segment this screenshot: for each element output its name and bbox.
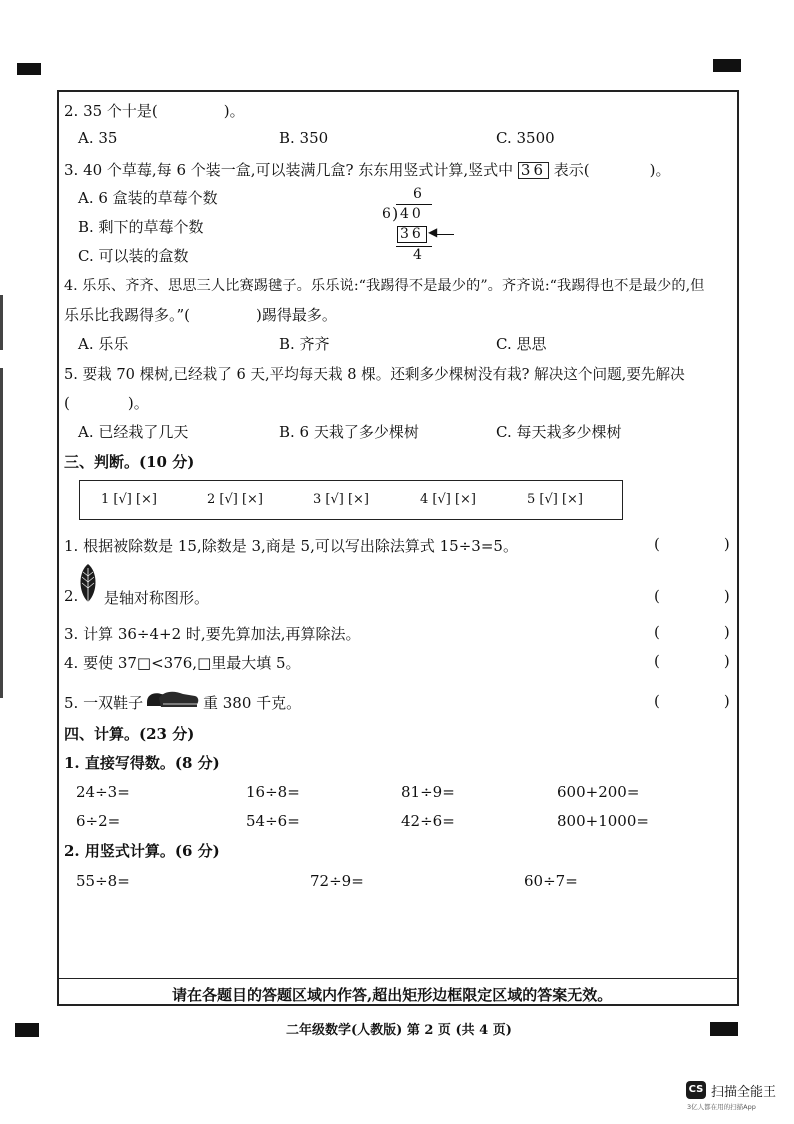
shoes-icon bbox=[143, 684, 201, 710]
judge-item-1: 1. 根据被除数是 15,除数是 3,商是 5,可以写出除法算式 15÷3=5。 bbox=[64, 537, 518, 555]
vertical-calc-1: 55÷8= bbox=[76, 872, 130, 890]
judge-item-2: 2. bbox=[64, 587, 79, 605]
judge-paren-5[interactable]: ( ) bbox=[654, 692, 730, 710]
judge-answer-5[interactable]: 5 [√] [×] bbox=[527, 492, 583, 507]
judge-paren-3[interactable]: ( ) bbox=[654, 623, 730, 641]
judge-answer-4[interactable]: 4 [√] [×] bbox=[420, 492, 476, 507]
judge-paren-2[interactable]: ( ) bbox=[654, 587, 730, 605]
section4-title: 四、计算。(23 分) bbox=[64, 725, 195, 743]
registration-mark-top-right bbox=[713, 59, 741, 72]
division-quotient: 6 bbox=[413, 186, 422, 202]
division-bracket: ) bbox=[392, 204, 399, 223]
judge-item-5: 5. 一双鞋子 bbox=[64, 694, 144, 712]
section4-sub2: 2. 用竖式计算。(6 分) bbox=[64, 842, 220, 860]
left-edge-bar bbox=[0, 295, 3, 350]
long-division-figure bbox=[378, 186, 468, 264]
left-edge-bar bbox=[0, 368, 3, 698]
registration-mark-bottom-right bbox=[710, 1022, 738, 1036]
q3-option-c: C. 可以装的盒数 bbox=[78, 247, 189, 265]
q4-option-b: B. 齐齐 bbox=[279, 335, 330, 353]
q5-option-c: C. 每天栽多少棵树 bbox=[496, 423, 622, 441]
judge-item-2-tail: 是轴对称图形。 bbox=[104, 589, 210, 607]
q4-line2: 乐乐比我踢得多。”( )踢得最多。 bbox=[64, 306, 337, 324]
judge-paren-4[interactable]: ( ) bbox=[654, 652, 730, 670]
q4-option-c: C. 思思 bbox=[496, 335, 547, 353]
q2-option-b: B. 350 bbox=[279, 129, 329, 147]
judge-answer-2[interactable]: 2 [√] [×] bbox=[207, 492, 263, 507]
division-divisor: 6 bbox=[382, 206, 391, 222]
calc-2-3: 42÷6= bbox=[401, 812, 455, 830]
judge-answer-1[interactable]: 1 [√] [×] bbox=[101, 492, 157, 507]
division-remainder: 4 bbox=[413, 247, 422, 263]
q2-stem: 2. 35 个十是( )。 bbox=[64, 102, 245, 120]
vertical-calc-2: 72÷9= bbox=[310, 872, 364, 890]
q5-line1: 5. 要栽 70 棵树,已经栽了 6 天,平均每天栽 8 棵。还剩多少棵树没有栽? 解决这个问题,要先解决 bbox=[64, 366, 685, 383]
scanner-logo: CS bbox=[686, 1081, 706, 1099]
judge-item-4: 4. 要使 37□<376,□里最大填 5。 bbox=[64, 654, 301, 672]
judge-answer-3[interactable]: 3 [√] [×] bbox=[313, 492, 369, 507]
section4-sub1: 1. 直接写得数。(8 分) bbox=[64, 754, 220, 772]
vertical-calc-3: 60÷7= bbox=[524, 872, 578, 890]
registration-mark-top-left bbox=[17, 63, 41, 75]
q4-option-a: A. 乐乐 bbox=[78, 335, 129, 353]
division-arrowhead: ◀ bbox=[428, 225, 438, 239]
q2-option-c: C. 3500 bbox=[496, 129, 555, 147]
q5-line2: ( )。 bbox=[64, 394, 149, 412]
scanner-tagline: 3亿人都在用的扫描App bbox=[687, 1103, 756, 1111]
judgment-answer-box bbox=[79, 480, 623, 520]
q3-option-b: B. 剩下的草莓个数 bbox=[78, 218, 204, 236]
answer-area-notice: 请在各题目的答题区域内作答,超出矩形边框限定区域的答案无效。 bbox=[172, 986, 613, 1004]
q3-stem: 3. 40 个草莓,每 6 个装一盒,可以装满几盒? 东东用竖式计算,竖式中 36 表示( )。 bbox=[64, 161, 671, 179]
calc-2-1: 6÷2= bbox=[76, 812, 121, 830]
scanner-app-name: 扫描全能王 bbox=[711, 1085, 777, 1100]
q4-line1: 4. 乐乐、齐齐、思思三人比赛踢毽子。乐乐说:“我踢得不是最少的”。齐齐说:“我踢得也不是最少的,但 bbox=[64, 278, 705, 294]
judge-item-5-tail: 重 380 千克。 bbox=[203, 694, 302, 712]
judge-paren-1[interactable]: ( ) bbox=[654, 535, 730, 553]
calc-1-4: 600+200= bbox=[557, 783, 640, 801]
q5-option-b: B. 6 天栽了多少棵树 bbox=[279, 423, 419, 441]
judge-item-3: 3. 计算 36÷4+2 时,要先算加法,再算除法。 bbox=[64, 625, 361, 643]
calc-2-2: 54÷6= bbox=[246, 812, 300, 830]
calc-1-3: 81÷9= bbox=[401, 783, 455, 801]
calc-2-4: 800+1000= bbox=[557, 812, 649, 830]
q3-option-a: A. 6 盒装的草莓个数 bbox=[78, 189, 218, 207]
q2-option-a: A. 35 bbox=[78, 129, 118, 147]
calc-1-1: 24÷3= bbox=[76, 783, 130, 801]
registration-mark-bottom-left bbox=[15, 1023, 39, 1037]
q3-boxed-number: 36 bbox=[518, 162, 549, 179]
page-footer: 二年级数学(人教版) 第 2 页 (共 4 页) bbox=[286, 1023, 512, 1038]
leaf-icon bbox=[76, 562, 100, 608]
section3-title: 三、判断。(10 分) bbox=[64, 453, 195, 471]
division-dividend: 40 bbox=[400, 206, 424, 222]
q5-option-a: A. 已经栽了几天 bbox=[78, 423, 189, 441]
division-product: 36 bbox=[397, 226, 427, 243]
division-bar bbox=[396, 204, 432, 205]
calc-1-2: 16÷8= bbox=[246, 783, 300, 801]
frame-divider bbox=[59, 978, 737, 979]
